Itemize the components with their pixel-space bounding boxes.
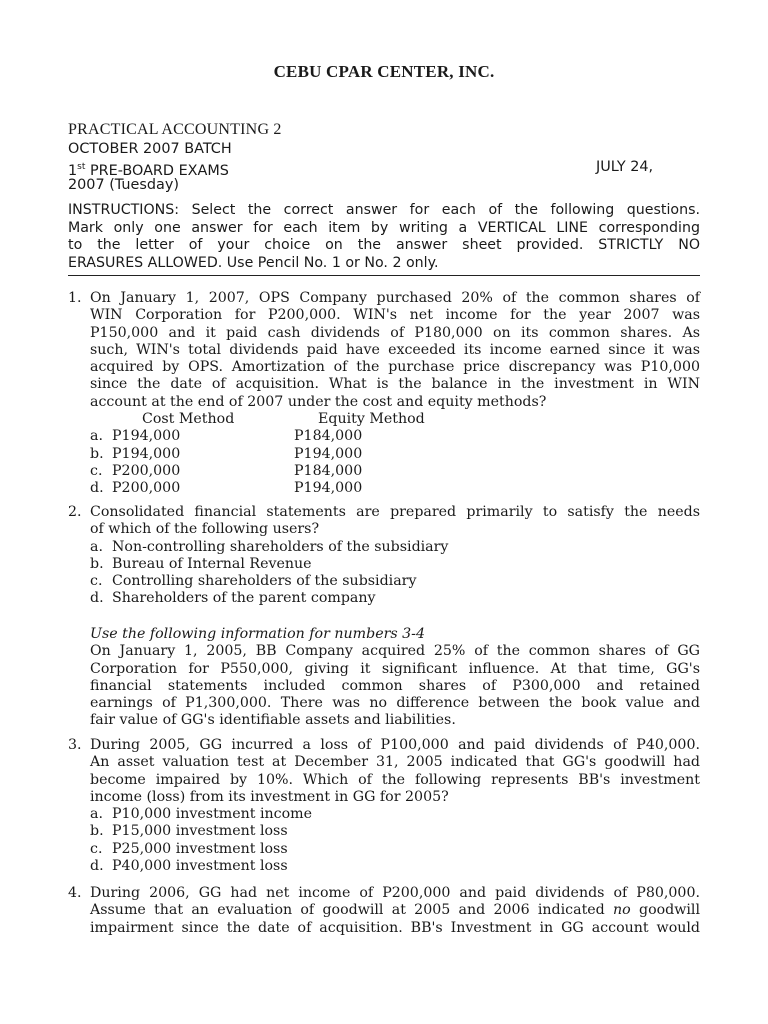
column-header-cost: Cost Method bbox=[142, 411, 235, 428]
info-line: fair value of GG's identifiable assets and liabilities. bbox=[90, 712, 456, 729]
instructions-line: ERASURES ALLOWED. Use Pencil No. 1 or No. 2 only. bbox=[68, 254, 439, 271]
option-b: b. Bureau of Internal Revenue bbox=[90, 555, 312, 572]
exam-label: 1st PRE-BOARD EXAMS bbox=[68, 162, 229, 179]
question-line: become impaired by 10%. Which of the following represents BB's investment bbox=[90, 771, 700, 788]
info-line: On January 1, 2005, BB Company acquired 25% of the common shares of GG bbox=[90, 643, 700, 660]
question-number: 3. bbox=[68, 737, 82, 753]
exam-date-part1: JULY 24, bbox=[596, 159, 654, 175]
option-cost: P194,000 bbox=[112, 445, 181, 462]
instructions-line: to the letter of your choice on the answer sheet provided. STRICTLY NO bbox=[68, 237, 700, 253]
info-body bbox=[90, 626, 700, 730]
instructions-line: INSTRUCTIONS: Select the correct answer for each of the following questions. bbox=[68, 202, 700, 218]
column-header-equity: Equity Method bbox=[318, 411, 425, 428]
option-d: d. P40,000 investment loss bbox=[90, 858, 288, 875]
option-cost: P200,000 bbox=[112, 480, 181, 497]
option-d: d. Shareholders of the parent company bbox=[90, 590, 376, 607]
question-line: acquired by OPS. Amortization of the purchase price discrepancy was P10,000 bbox=[90, 359, 700, 376]
question-body bbox=[90, 737, 700, 875]
option-b: b. P15,000 investment loss bbox=[90, 823, 288, 840]
question-line: since the date of acquisition. What is the balance in the investment in WIN bbox=[90, 376, 700, 393]
question-number: 4. bbox=[68, 885, 82, 901]
question-line: of which of the following users? bbox=[90, 521, 320, 538]
question-line: During 2006, GG had net income of P200,000 and paid dividends of P80,000. bbox=[90, 885, 700, 901]
option-c: c. Controlling shareholders of the subsidiary bbox=[90, 573, 417, 590]
question-line: During 2005, GG incurred a loss of P100,000 and paid dividends of P40,000. bbox=[90, 737, 700, 753]
question-line: WIN Corporation for P200,000. WIN's net income for the year 2007 was bbox=[90, 307, 700, 324]
option-letter: b. bbox=[90, 445, 104, 462]
question-number: 1. bbox=[68, 290, 82, 306]
divider bbox=[68, 275, 700, 276]
question-body bbox=[90, 290, 700, 498]
question-number: 2. bbox=[68, 504, 82, 520]
question-line: On January 1, 2007, OPS Company purchased 20% of the common shares of bbox=[90, 290, 700, 306]
question-line: account at the end of 2007 under the cost and equity methods? bbox=[90, 393, 547, 410]
info-line: earnings of P1,300,000. There was no difference between the book value and bbox=[90, 695, 700, 712]
option-b bbox=[90, 446, 700, 463]
instructions-line: Mark only one answer for each item by writing a VERTICAL LINE corresponding bbox=[68, 219, 700, 236]
info-line: financial statements included common shares of P300,000 and retained bbox=[90, 677, 700, 694]
column-headers bbox=[90, 411, 700, 428]
info-line: Corporation for P550,000, giving it significant influence. At that time, GG's bbox=[90, 660, 700, 677]
option-a: a. Non-controlling shareholders of the subsidiary bbox=[90, 538, 449, 555]
course-name: PRACTICAL ACCOUNTING 2 bbox=[68, 121, 282, 138]
option-letter: c. bbox=[90, 462, 103, 479]
instructions bbox=[68, 202, 700, 272]
option-letter: d. bbox=[90, 480, 104, 497]
option-equity: P194,000 bbox=[294, 445, 363, 462]
option-equity: P194,000 bbox=[294, 480, 363, 497]
exam-date-part2: 2007 (Tuesday) bbox=[68, 177, 179, 193]
question-line: impairment since the date of acquisition. BB's Investment in GG account would bbox=[90, 919, 700, 936]
option-equity: P184,000 bbox=[294, 462, 363, 479]
document-title: CEBU CPAR CENTER, INC. bbox=[273, 62, 495, 81]
question-line: income (loss) from its investment in GG for 2005? bbox=[90, 788, 449, 805]
question-body bbox=[90, 885, 700, 937]
info-heading: Use the following information for numbers 3-4 bbox=[90, 626, 426, 642]
option-a bbox=[90, 428, 700, 445]
question-line: P150,000 and it paid cash dividends of P180,000 on its common shares. As bbox=[90, 324, 700, 341]
option-c bbox=[90, 463, 700, 480]
batch-label: OCTOBER 2007 BATCH bbox=[68, 141, 232, 157]
question-body bbox=[90, 504, 700, 608]
question-line: Assume that an evaluation of goodwill at 2005 and 2006 indicated no goodwill bbox=[90, 902, 700, 919]
question-line: such, WIN's total dividends paid have exceeded its income earned since it was bbox=[90, 341, 700, 358]
option-letter: a. bbox=[90, 428, 103, 445]
question-line: An asset valuation test at December 31, 2005 indicated that GG's goodwill had bbox=[90, 754, 700, 771]
option-d bbox=[90, 480, 700, 497]
option-a: a. P10,000 investment income bbox=[90, 806, 312, 823]
option-cost: P194,000 bbox=[112, 428, 181, 445]
question-line: Consolidated financial statements are prepared primarily to satisfy the needs bbox=[90, 504, 700, 520]
option-c: c. P25,000 investment loss bbox=[90, 840, 288, 857]
option-cost: P200,000 bbox=[112, 462, 181, 479]
option-equity: P184,000 bbox=[294, 428, 363, 445]
